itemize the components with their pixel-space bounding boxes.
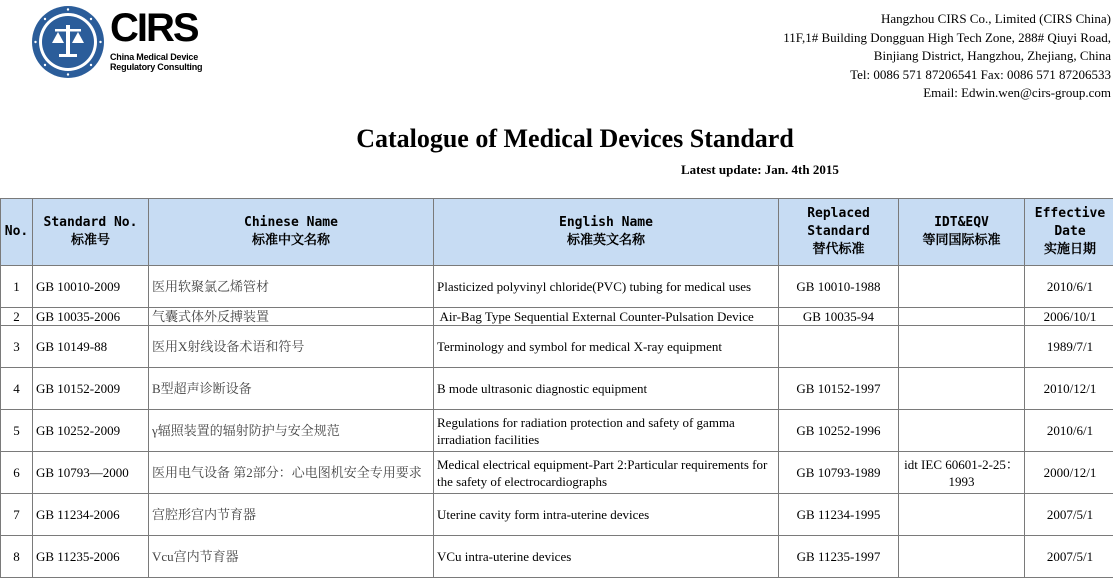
- address-line: Binjiang District, Hangzhou, Zhejiang, China: [873, 48, 1111, 63]
- cell-idt: [899, 326, 1025, 368]
- cell-no: 6: [1, 452, 33, 494]
- col-header-idt: IDT&EQV 等同国际标准: [899, 199, 1025, 266]
- cell-no: 2: [1, 308, 33, 326]
- cell-idt: [899, 536, 1025, 578]
- table-row: [1, 452, 1113, 494]
- cell-idt: [899, 308, 1025, 326]
- cell-no: 1: [1, 266, 33, 308]
- cell-date: 1989/7/1: [1025, 326, 1113, 368]
- cell-standard: GB 10152-2009: [33, 368, 149, 410]
- table-row: [1, 326, 1113, 368]
- cell-no: 8: [1, 536, 33, 578]
- cell-no: 7: [1, 494, 33, 536]
- cell-english-name: Plasticized polyvinyl chloride(PVC) tubing for medical uses: [434, 266, 779, 308]
- cell-replaced: GB 10793-1989: [779, 452, 899, 494]
- table-row: [1, 266, 1113, 308]
- cell-chinese-name: 医用软聚氯乙烯管材: [149, 266, 434, 308]
- cell-date: 2007/5/1: [1025, 494, 1113, 536]
- standards-table: [0, 198, 1113, 578]
- cell-idt: [899, 494, 1025, 536]
- cell-replaced: GB 11235-1997: [779, 536, 899, 578]
- address-line: Hangzhou CIRS Co., Limited (CIRS China): [880, 11, 1111, 26]
- cell-standard: GB 10793—2000: [33, 452, 149, 494]
- cell-date: 2010/12/1: [1025, 368, 1113, 410]
- cell-english-name: Air-Bag Type Sequential External Counter-Pulsation Device: [434, 308, 779, 326]
- seal-logo: [31, 5, 105, 79]
- cell-standard: GB 10149-88: [33, 326, 149, 368]
- brand-logo: CIRS: [110, 6, 198, 50]
- cell-idt: [899, 368, 1025, 410]
- cell-chinese-name: 气囊式体外反搏装置: [149, 308, 434, 326]
- table-row: [1, 308, 1113, 326]
- cell-english-name: VCu intra-uterine devices: [434, 536, 779, 578]
- col-header-replaced: Replaced Standard 替代标准: [779, 199, 899, 266]
- brand-sub-line: Regulatory Consulting: [110, 62, 203, 72]
- col-header-no: No.: [1, 199, 33, 266]
- table-row: [1, 368, 1113, 410]
- cell-english-name: Medical electrical equipment-Part 2:Particular requirements for the safety of electrocardiographs: [434, 452, 779, 494]
- cell-replaced: GB 10035-94: [779, 308, 899, 326]
- cell-date: 2010/6/1: [1025, 410, 1113, 452]
- cell-replaced: GB 10010-1988: [779, 266, 899, 308]
- table-row: [1, 494, 1113, 536]
- cell-english-name: B mode ultrasonic diagnostic equipment: [434, 368, 779, 410]
- cell-standard: GB 11235-2006: [33, 536, 149, 578]
- cell-idt: [899, 410, 1025, 452]
- cell-date: 2000/12/1: [1025, 452, 1113, 494]
- cell-english-name: Uterine cavity form intra-uterine devices: [434, 494, 779, 536]
- cell-idt: idt IEC 60601-2-25：1993: [899, 452, 1025, 494]
- cell-standard: GB 11234-2006: [33, 494, 149, 536]
- cell-chinese-name: 医用X射线设备术语和符号: [149, 326, 434, 368]
- address-line: 11F,1# Building Dongguan High Tech Zone, 288# Qiuyi Road,: [783, 29, 1111, 45]
- address-line: Email: Edwin.wen@cirs-group.com: [923, 85, 1111, 100]
- col-header-effective-date: Effective Date 实施日期: [1025, 199, 1113, 266]
- cell-date: 2010/6/1: [1025, 266, 1113, 308]
- brand-sub-line: China Medical Device: [110, 52, 199, 62]
- cell-replaced: GB 10252-1996: [779, 410, 899, 452]
- cell-date: 2006/10/1: [1025, 308, 1113, 326]
- cell-chinese-name: 医用电气设备 第2部分：心电图机安全专用要求: [149, 452, 434, 494]
- cell-standard: GB 10035-2006: [33, 308, 149, 326]
- cell-replaced: GB 11234-1995: [779, 494, 899, 536]
- cell-replaced: [779, 326, 899, 368]
- table-row: [1, 410, 1113, 452]
- cell-idt: [899, 266, 1025, 308]
- col-header-standard: Standard No. 标准号: [33, 199, 149, 266]
- brand-subtitle: [110, 52, 220, 72]
- table-header-row: [1, 199, 1113, 266]
- cell-standard: GB 10010-2009: [33, 266, 149, 308]
- col-header-chinese-name: Chinese Name 标准中文名称: [149, 199, 434, 266]
- cell-chinese-name: 宫腔形宫内节育器: [149, 494, 434, 536]
- cell-date: 2007/5/1: [1025, 536, 1113, 578]
- cell-no: 3: [1, 326, 33, 368]
- cell-no: 4: [1, 368, 33, 410]
- company-address: [783, 10, 1111, 103]
- cell-chinese-name: Vcu宫内节育器: [149, 536, 434, 578]
- cell-no: 5: [1, 410, 33, 452]
- latest-update: Latest update: Jan. 4th 2015: [681, 162, 839, 177]
- col-header-english-name: English Name 标准英文名称: [434, 199, 779, 266]
- address-line: Tel: 0086 571 87206541 Fax: 0086 571 87206533: [850, 66, 1111, 82]
- document-title: Catalogue of Medical Devices Standard: [356, 124, 794, 153]
- cell-replaced: GB 10152-1997: [779, 368, 899, 410]
- cell-standard: GB 10252-2009: [33, 410, 149, 452]
- table-row: [1, 536, 1113, 578]
- brand: [110, 8, 220, 80]
- cell-chinese-name: γ辐照装置的辐射防护与安全规范: [149, 410, 434, 452]
- cell-english-name: Regulations for radiation protection and safety of gamma irradiation facilities: [434, 410, 779, 452]
- cell-chinese-name: B型超声诊断设备: [149, 368, 434, 410]
- cell-english-name: Terminology and symbol for medical X-ray equipment: [434, 326, 779, 368]
